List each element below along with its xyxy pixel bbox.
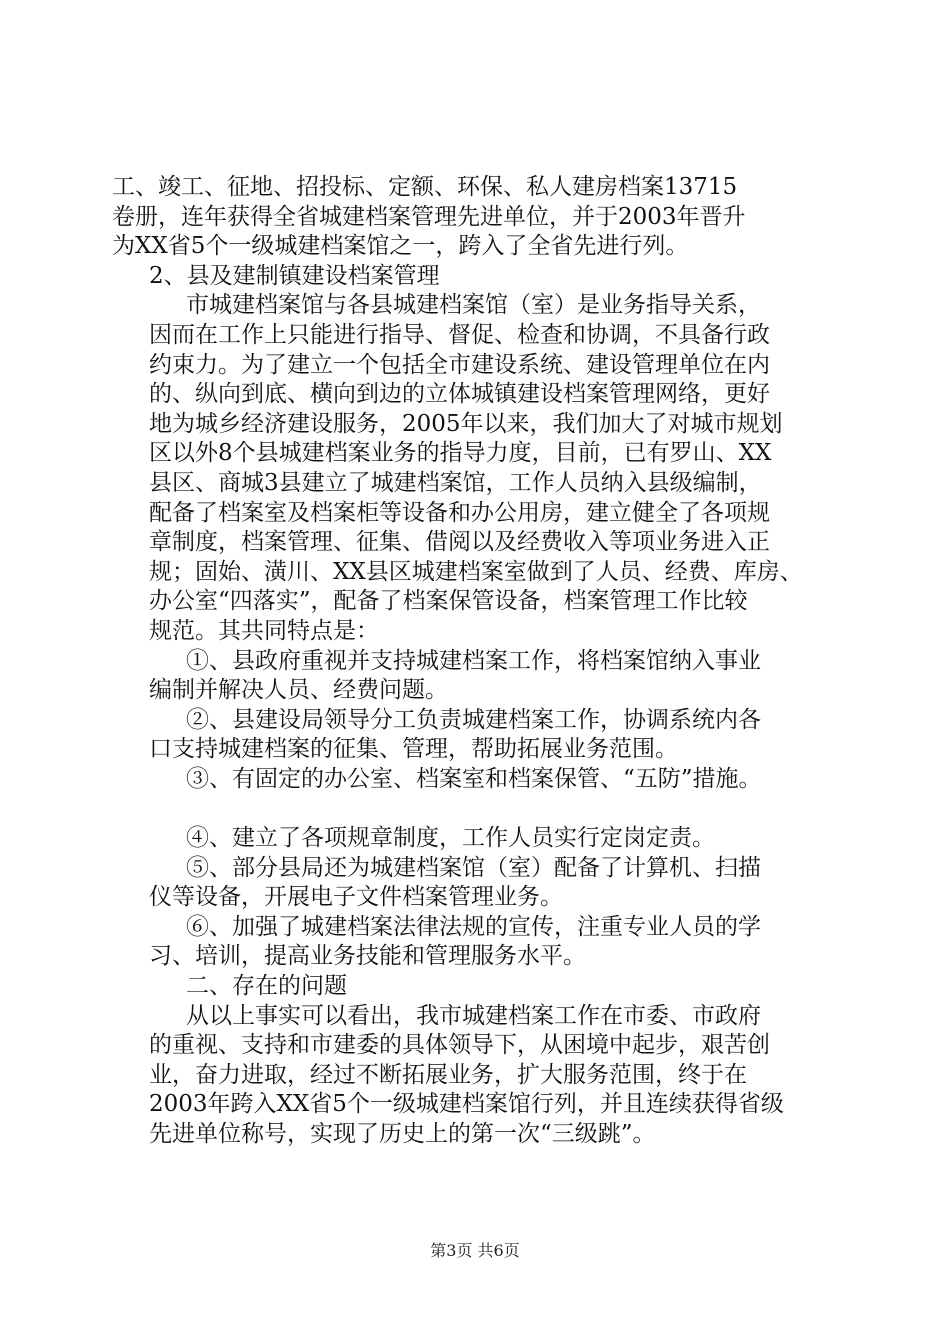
body-line: 2003年跨入XX省5个一级城建档案馆行列，并且连续获得省级 xyxy=(149,1091,784,1118)
page-number-footer: 第3页 共6页 xyxy=(430,1241,520,1260)
list-item: ⑤、部分县局还为城建档案馆（室）配备了计算机、扫描 xyxy=(186,854,761,881)
body-line: 规；固始、潢川、XX县区城建档案室做到了人员、经费、库房、 xyxy=(149,558,803,585)
body-line: 的重视、支持和市建委的具体领导下，从困境中起步，艰苦创 xyxy=(149,1032,770,1059)
list-item: ⑥、加强了城建档案法律法规的宣传，注重专业人员的学 xyxy=(186,913,761,940)
list-item: ④、建立了各项规章制度，工作人员实行定岗定责。 xyxy=(186,825,715,852)
body-line: 工、竣工、征地、招投标、定额、环保、私人建房档案13715 xyxy=(112,174,738,200)
body-line: 业，奋力进取，经过不断拓展业务，扩大服务范围，终于在 xyxy=(149,1061,747,1088)
body-line: 习、培训，提高业务技能和管理服务水平。 xyxy=(149,943,586,970)
document-body xyxy=(112,173,842,1150)
list-item: ②、县建设局领导分工负责城建档案工作，协调系统内各 xyxy=(186,706,761,733)
body-line: 从以上事实可以看出，我市城建档案工作在市委、市政府 xyxy=(186,1002,761,1029)
body-line: 地为城乡经济建设服务，2005年以来，我们加大了对城市规划 xyxy=(149,410,783,437)
body-line: 编制并解决人员、经费问题。 xyxy=(149,677,448,704)
body-line: 章制度，档案管理、征集、借阅以及经费收入等项业务进入正 xyxy=(149,529,770,556)
body-line: 先进单位称号，实现了历史上的第一次“三级跳”。 xyxy=(149,1121,656,1147)
blank-line xyxy=(112,794,842,824)
section-heading: 二、存在的问题 xyxy=(186,973,347,1000)
list-item: ①、县政府重视并支持城建档案工作，将档案馆纳入事业 xyxy=(186,647,761,674)
body-line: 配备了档案室及档案柜等设备和办公用房，建立健全了各项规 xyxy=(149,499,770,526)
body-line: 规范。其共同特点是： xyxy=(149,617,379,644)
body-line: 市城建档案馆与各县城建档案馆（室）是业务指导关系， xyxy=(186,292,761,319)
body-line: 的、纵向到底、横向到边的立体城镇建设档案管理网络，更好 xyxy=(149,381,770,408)
body-line: 仪等设备，开展电子文件档案管理业务。 xyxy=(149,884,563,911)
body-line: 办公室“四落实”，配备了档案保管设备，档案管理工作比较 xyxy=(149,588,748,615)
body-line: 约束力。为了建立一个包括全市建设系统、建设管理单位在内 xyxy=(149,351,770,378)
section-heading: 2、县及建制镇建设档案管理 xyxy=(149,262,440,289)
list-item: ③、有固定的办公室、档案室和档案保管、“五防”措施。 xyxy=(186,765,762,792)
body-line: 为XX省5个一级城建档案馆之一，跨入了全省先进行列。 xyxy=(112,233,689,260)
body-line: 因而在工作上只能进行指导、督促、检查和协调，不具备行政 xyxy=(149,321,770,348)
body-line: 卷册，连年获得全省城建档案管理先进单位，并于2003年晋升 xyxy=(112,203,746,230)
body-line: 口支持城建档案的征集、管理，帮助拓展业务范围。 xyxy=(149,736,678,763)
body-line: 区以外8个县城建档案业务的指导力度，目前，已有罗山、XX xyxy=(149,440,772,467)
body-line: 县区、商城3县建立了城建档案馆，工作人员纳入县级编制， xyxy=(149,469,762,496)
